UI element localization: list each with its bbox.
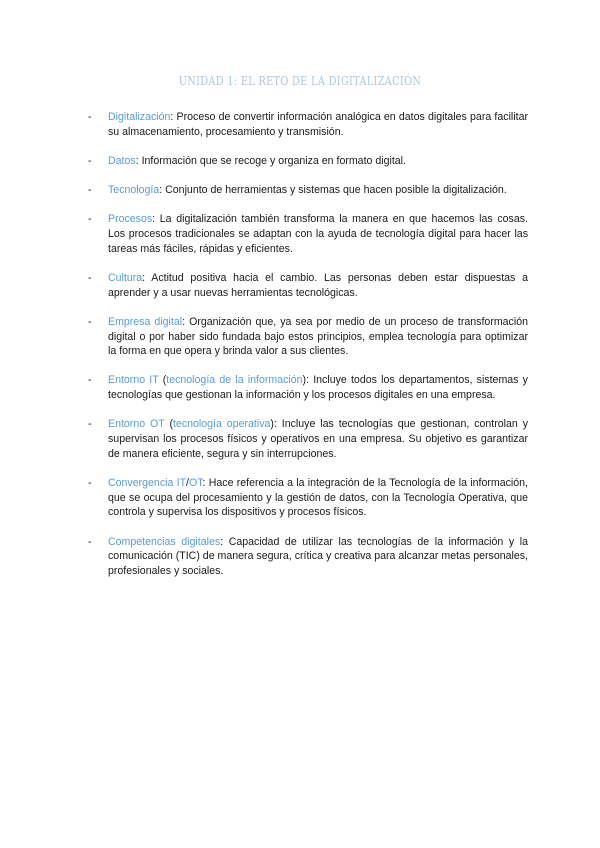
term-expansion: OT (189, 476, 203, 489)
term-definition: : Conjunto de herramientas y sistemas que hacen posible la digitalización. (159, 184, 507, 197)
definition-item (88, 373, 528, 402)
definition-item (88, 183, 528, 198)
bullet-dash: - (88, 374, 92, 387)
term-expansion: tecnología de la información (166, 374, 303, 387)
bullet-dash: - (88, 213, 92, 226)
definition-item (88, 535, 528, 579)
bullet-dash: - (88, 184, 92, 197)
term-label: Convergencia IT (108, 476, 187, 489)
term-label: Digitalización (108, 111, 171, 123)
definition-item (88, 154, 528, 169)
term-definition: ): Incluye todos los departamentos, sistemas y tecnologías que gestionan la información y los procesos digitales en una empresa. (108, 374, 528, 402)
term-definition: : Hace referencia a la integración de la Tecnología de la información, que se ocupa del procesamiento y la gestión de datos, con la Tecnología Operativa, que controla y supervisa los dispositivos y procesos físicos. (108, 476, 528, 519)
term-definition: : Actitud positiva hacia el cambio. Las personas deben estar dispuestas a aprender y a usar nuevas herramientas tecnológicas. (108, 271, 528, 299)
term-separator: / (186, 476, 189, 489)
term-label: Datos (108, 154, 136, 167)
term-label: Competencias digitales (108, 535, 221, 548)
definition-item (88, 315, 528, 359)
term-definition: ): Incluye las tecnologías que gestionan, controlan y supervisan los procesos físicos y operativos en una empresa. Su objetivo es garantizar de manera eficiente, segura y sin interrupciones. (108, 418, 528, 460)
definition-item (88, 417, 528, 461)
term-definition: : La digitalización también transforma la manera en que hacemos las cosas. Los procesos tradicionales se adaptan con la ayuda de tecnología digital para hacer las tareas más fáciles, rápidas y eficientes. (108, 213, 528, 255)
term-label: Entorno IT (108, 374, 159, 387)
definition-item (88, 110, 528, 139)
term-label: Tecnología (108, 184, 160, 197)
bullet-dash: - (88, 315, 92, 328)
definition-item (88, 476, 528, 520)
bullet-dash: - (88, 476, 92, 489)
term-definition: : Proceso de convertir información analógica en datos digitales para facilitar su almacenamiento, procesamiento y transmisión. (108, 111, 528, 138)
term-definition: : Capacidad de utilizar las tecnologías de la información y la comunicación (TIC) de manera segura, crítica y creativa para alcanzar metas personales, profesionales y sociales. (108, 535, 529, 577)
term-label: Procesos (108, 213, 153, 226)
bullet-dash: - (88, 535, 92, 548)
term-label: Cultura (108, 271, 143, 284)
page-title: UNIDAD 1: EL RETO DE LA DIGITALIZACIÓN (178, 73, 422, 88)
definition-item (88, 271, 528, 300)
bullet-dash: - (88, 418, 92, 431)
term-label: Entorno OT (108, 418, 165, 431)
term-definition: : Información que se recoge y organiza en formato digital. (135, 154, 406, 167)
term-paren-open: ( (158, 374, 167, 387)
definition-list (88, 110, 528, 593)
definition-item (88, 212, 528, 256)
term-paren-open: ( (164, 418, 173, 431)
bullet-dash: - (88, 111, 92, 123)
term-expansion: tecnología operativa (173, 418, 271, 431)
term-label: Empresa digital (108, 315, 183, 328)
bullet-dash: - (88, 271, 92, 284)
term-definition: : Organización que, ya sea por medio de un proceso de transformación digital o por haber sido fundada bajo estos principios, emplea tecnología para optimizar la forma en que opera y brinda valor a sus clientes. (108, 315, 528, 358)
bullet-dash: - (88, 154, 92, 167)
